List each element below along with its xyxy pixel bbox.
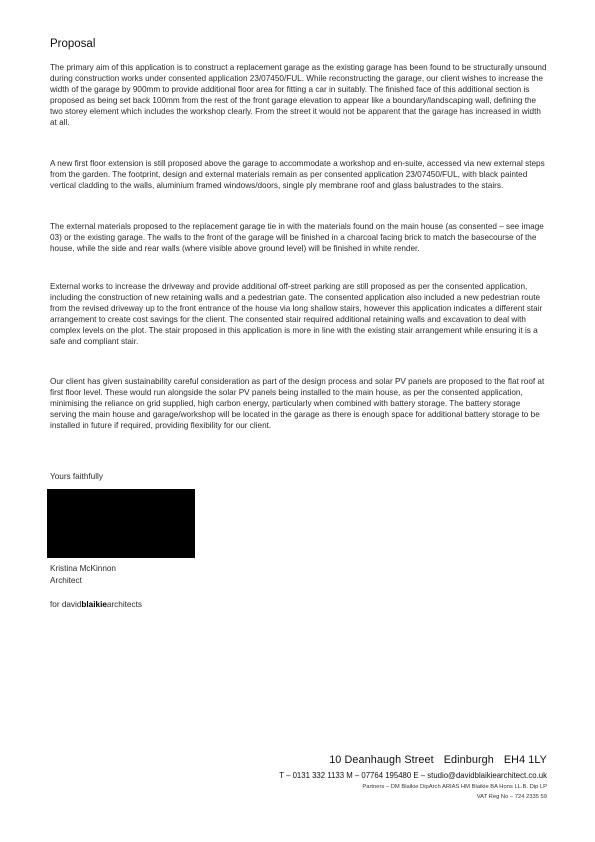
- paragraph-external-materials: The external materials proposed to the replacement garage tie in with the materials found on the main house (as consented – see image 03) or the existing garage. The walls to the front of the garage will be finished in a charcoal facing brick to match the basecourse of the house, while the side and rear walls (where visible above ground level) will be finished in white render.: [50, 222, 544, 254]
- closing-salutation: Yours faithfully: [50, 472, 103, 481]
- footer-address: [329, 754, 547, 766]
- footer-partners: Partners – DM Blaikie DipArch ARIAS HM Blaikie BA Hons LL.B. Dip LP: [362, 784, 547, 790]
- paragraph-sustainability: Our client has given sustainability careful consideration as part of the design process and solar PV panels are proposed to the flat roof at first floor level. These would run alongside the solar PV panels being installed to the main house, as per the consented application, minimising the reliance on grid supplied, high carbon energy, particularly when combined with battery storage. The battery storage serving the main house and garage/workshop will be located in the garage as there is enough space for additional battery storage to be installed in future if required, providing flexibility for our client.: [50, 377, 545, 431]
- redacted-signature: [47, 489, 195, 558]
- paragraph-garage-replacement: The primary aim of this application is to construct a replacement garage as the existing garage has been found to be structurally unsound during construction works under consented application 23/07450/FUL. While reconstructing the garage, our client wishes to increase the width of the garage by 900mm to provide additional floor area for fitting a car in suitably. The finished face of this additional section is proposed as being set back 100mm from the rest of the front garage elevation to appear like a boundary/landscaping wall, defining the two storey element which includes the workshop clearly. From the street it would not be apparent that the garage has increased in width at all.: [50, 63, 547, 128]
- footer-city: Edinburgh: [443, 754, 494, 766]
- firm-signoff: [50, 600, 142, 609]
- signatory-name: Kristina McKinnon: [50, 564, 116, 573]
- paragraph-first-floor-extension: A new first floor extension is still proposed above the garage to accommodate a workshop and en-suite, accessed via new external steps from the garden. The footprint, design and external materials remain as per consented application 23/07450/FUL, with black painted vertical cladding to the walls, aluminium framed windows/doors, single ply membrane roof and glass balustrades to the stairs.: [50, 159, 545, 191]
- firm-suffix: architects: [106, 600, 142, 609]
- section-heading: Proposal: [50, 38, 96, 50]
- footer-postcode: EH4 1LY: [503, 754, 547, 766]
- firm-prefix: for david: [50, 600, 82, 609]
- footer-street: 10 Deanhaugh Street: [329, 754, 434, 766]
- signatory-role: Architect: [50, 576, 82, 585]
- footer-contact: T – 0131 332 1133 M – 07764 195480 E – studio@davidblaikiearchitect.co.uk: [279, 771, 547, 780]
- firm-name-bold: blaikie: [81, 600, 107, 609]
- paragraph-external-works: External works to increase the driveway and provide additional off-street parking are still proposed as per the consented application, including the construction of new retaining walls and a pedestrian gate. The consented application also included a new pedestrian route from the revised driveway up to the front entrance of the house via long shallow stairs, however this application indicates a different stair arrangement to create cost savings for the client. The consented stair required additional retaining walls and excavation to deal with complex levels on the plot. The stair proposed in this application is more in line with the existing stair arrangement while ensuring it is a safe and compliant stair.: [50, 282, 543, 347]
- footer-vat: VAT Reg No – 724 2335 59: [476, 794, 547, 800]
